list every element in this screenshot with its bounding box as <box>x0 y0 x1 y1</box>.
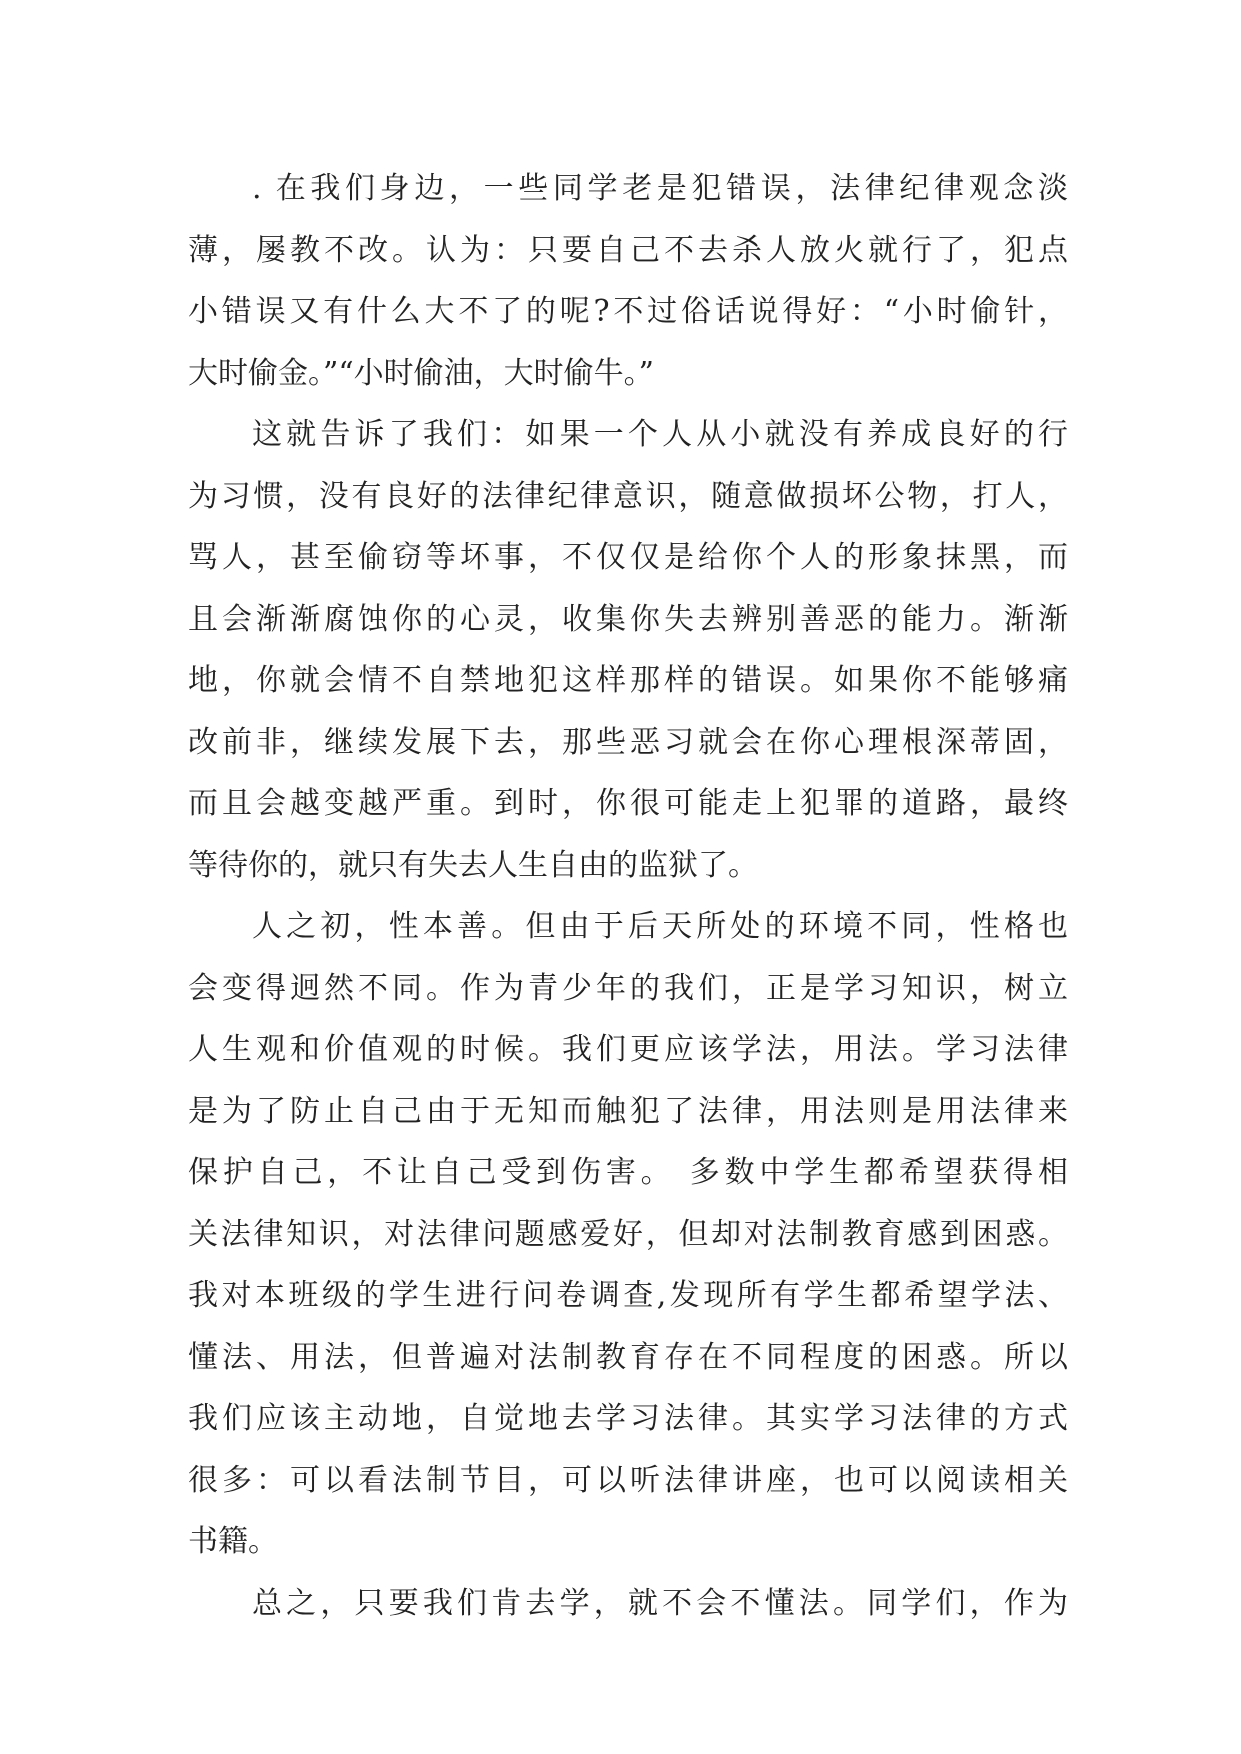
paragraph-3-line-8: 懂法、用法，但普遍对法制教育存在不同程度的困惑。所以 <box>188 1339 1068 1375</box>
paragraph-3-line-9: 我们应该主动地，自觉地去学习法律。其实学习法律的方式 <box>188 1401 1068 1436</box>
paragraph-3-line-5: 保护自己，不让自己受到伤害。 多数中学生都希望获得相 <box>188 1155 1068 1190</box>
document-body <box>188 158 1068 1634</box>
paragraph-2-line-3: 骂人，甚至偷窃等坏事，不仅仅是给你个人的形象抹黑，而 <box>188 540 1068 575</box>
paragraph-3-line-1: 人之初，性本善。但由于后天所处的环境不同，性格也 <box>252 909 1068 944</box>
paragraph-3-line-3: 人生观和价值观的时候。我们更应该学法，用法。学习法律 <box>188 1032 1068 1067</box>
paragraph-1-line-4: 大时偷金。”“小时偷油，大时偷牛。” <box>188 355 655 391</box>
paragraph-4-line-1: 总之，只要我们肯去学，就不会不懂法。同学们，作为 <box>252 1585 1068 1621</box>
paragraph-2-line-2: 为习惯，没有良好的法律纪律意识，随意做损坏公物，打人， <box>188 478 1068 514</box>
paragraph-3-line-4: 是为了防止自己由于无知而触犯了法律，用法则是用法律来 <box>188 1093 1068 1129</box>
paragraph-2-line-7: 而且会越变越严重。到时，你很可能走上犯罪的道路，最终 <box>188 786 1068 821</box>
paragraph-1-line-2: 薄，屡教不改。认为：只要自己不去杀人放火就行了，犯点 <box>188 232 1068 268</box>
paragraph-1-line-3: 小错误又有什么大不了的呢?不过俗话说得好：“小时偷针， <box>188 294 1068 329</box>
paragraph-2-line-4: 且会渐渐腐蚀你的心灵，收集你失去辨别善恶的能力。渐渐 <box>188 601 1068 637</box>
paragraph-2-line-1: 这就告诉了我们：如果一个人从小就没有养成良好的行 <box>252 417 1068 452</box>
paragraph-3-line-11: 书籍。 <box>188 1524 278 1559</box>
paragraph-2-line-6: 改前非，继续发展下去，那些恶习就会在你心理根深蒂固， <box>188 724 1068 760</box>
paragraph-2-line-5: 地，你就会情不自禁地犯这样那样的错误。如果你不能够痛 <box>188 663 1068 698</box>
paragraph-3-line-10: 很多：可以看法制节目，可以听法律讲座，也可以阅读相关 <box>188 1462 1068 1498</box>
paragraph-3-line-2: 会变得迥然不同。作为青少年的我们，正是学习知识，树立 <box>188 970 1068 1006</box>
paragraph-3-line-7: 我对本班级的学生进行问卷调查,发现所有学生都希望学法、 <box>188 1278 1068 1313</box>
paragraph-3-line-6: 关法律知识，对法律问题感爱好，但却对法制教育感到困惑。 <box>188 1216 1068 1252</box>
paragraph-2-line-8: 等待你的，就只有失去人生自由的监狱了。 <box>188 847 758 883</box>
paragraph-1-line-1: . 在我们身边，一些同学老是犯错误，法律纪律观念淡 <box>252 171 1068 206</box>
